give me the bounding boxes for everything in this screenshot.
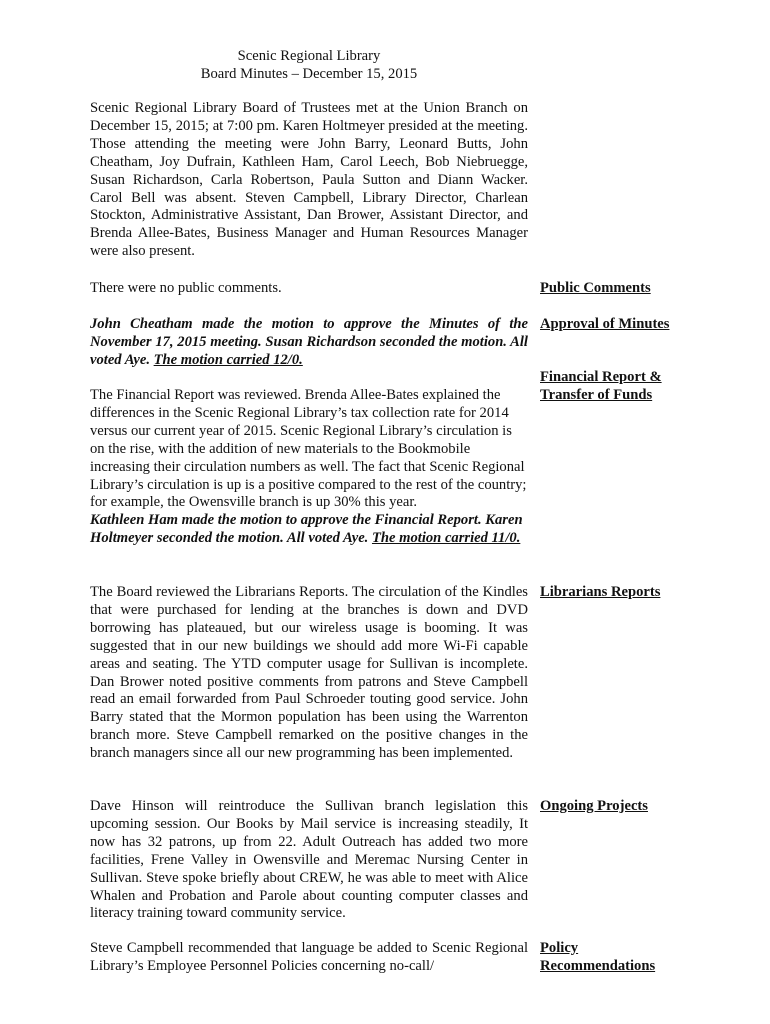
policy-recommendations-heading xyxy=(540,940,710,976)
document-header xyxy=(90,48,528,84)
policy-recommendations-text: Steve Campbell recommended that language be added to Scenic Regional Library’s Employee Personnel Policies concerning no-call/ xyxy=(90,940,528,974)
financial-report-text: The Financial Report was reviewed. Brenda Allee-Bates explained the differences in the Scenic Regional Library’s tax collection rate for 2014 versus our current year of 2015. Scenic Regional Library’s circulation is on the rise, with the addition of new materials to the Bookmobile increasing their circulation numbers as well. The fact that Scenic Regional Library’s circulation is up is a positive compared to the rest of the country; for example, the Owensville branch is up 30% this year. xyxy=(90,387,527,511)
approval-motion-text: John Cheatham made the motion to approve the Minutes of the November 17, 2015 meeting. Susan Richardson seconded the motion. All voted Aye. xyxy=(90,316,528,368)
policy-heading-line2: Recommendations xyxy=(540,957,656,974)
financial-report-motion-block xyxy=(90,512,528,548)
librarians-reports-heading: Librarians Reports xyxy=(540,584,661,600)
financial-report-heading-line2: Transfer of Funds xyxy=(540,386,653,403)
public-comments-text: There were no public comments. xyxy=(90,280,282,296)
approval-motion-result: The motion carried 12/0. xyxy=(153,351,303,368)
financial-report-heading-line1: Financial Report & xyxy=(540,369,662,385)
public-comments-heading: Public Comments xyxy=(540,280,651,296)
approval-of-minutes-heading: Approval of Minutes xyxy=(540,316,670,332)
librarians-reports-text: The Board reviewed the Librarians Reports. The circulation of the Kindles that were purchased for lending at the branches is down and DVD borrowing has plateaued, but our wireless usage is booming. It was suggested that in our new buildings we should add more Wi-Fi capable areas and seating. The YTD computer usage for Sullivan is incomplete. Dan Brower noted positive comments from patrons and Steve Campbell read an email forwarded from Paul Schroeder touting good service. John Barry stated that the Mormon population has been using the Warrenton branch more. Steve Campbell remarked on the positive changes in the branch managers since all our new programming has been implemented. xyxy=(90,584,528,762)
minutes-title: Board Minutes – December 15, 2015 xyxy=(200,65,418,82)
financial-motion-text: Kathleen Ham made the motion to approve the Financial Report. Karen Holtmeyer seconded the motion. All voted Aye. xyxy=(90,512,523,547)
library-name: Scenic Regional Library xyxy=(237,48,381,64)
approval-of-minutes-paragraph xyxy=(90,316,528,370)
ongoing-projects-text: Dave Hinson will reintroduce the Sullivan branch legislation this upcoming session. Our Books by Mail service is increasing steadily, It now has 32 patrons, up from 22. Adult Outreach has added two more facilities, Frene Valley in Owensville and Meremac Nursing Center in Sullivan. Steve spoke briefly about CREW, he was able to meet with Alice Whalen and Probation and Parole about counting computer classes and literacy training toward community service. xyxy=(90,798,528,922)
ongoing-projects-heading: Ongoing Projects xyxy=(540,798,648,814)
financial-motion-result: The motion carried 11/0. xyxy=(371,530,521,547)
policy-heading-line1: Policy xyxy=(540,940,579,956)
financial-report-paragraph xyxy=(90,387,528,548)
financial-report-heading xyxy=(540,369,710,405)
intro-paragraph: Scenic Regional Library Board of Trustees met at the Union Branch on December 15, 2015; at 7:00 pm. Karen Holtmeyer presided at the meeting. Those attending the meeting were John Barry, Leonard Butts, John Cheatham, Joy Dufrain, Kathleen Ham, Carol Leech, Bob Niebruegge, Susan Richardson, Carla Robertson, Paula Sutton and Diann Wacker. Carol Bell was absent. Steven Campbell, Library Director, Charlean Stockton, Administrative Assistant, Dan Brower, Assistant Director, and Brenda Allee-Bates, Business Manager and Human Resources Manager were also present. xyxy=(90,100,528,260)
